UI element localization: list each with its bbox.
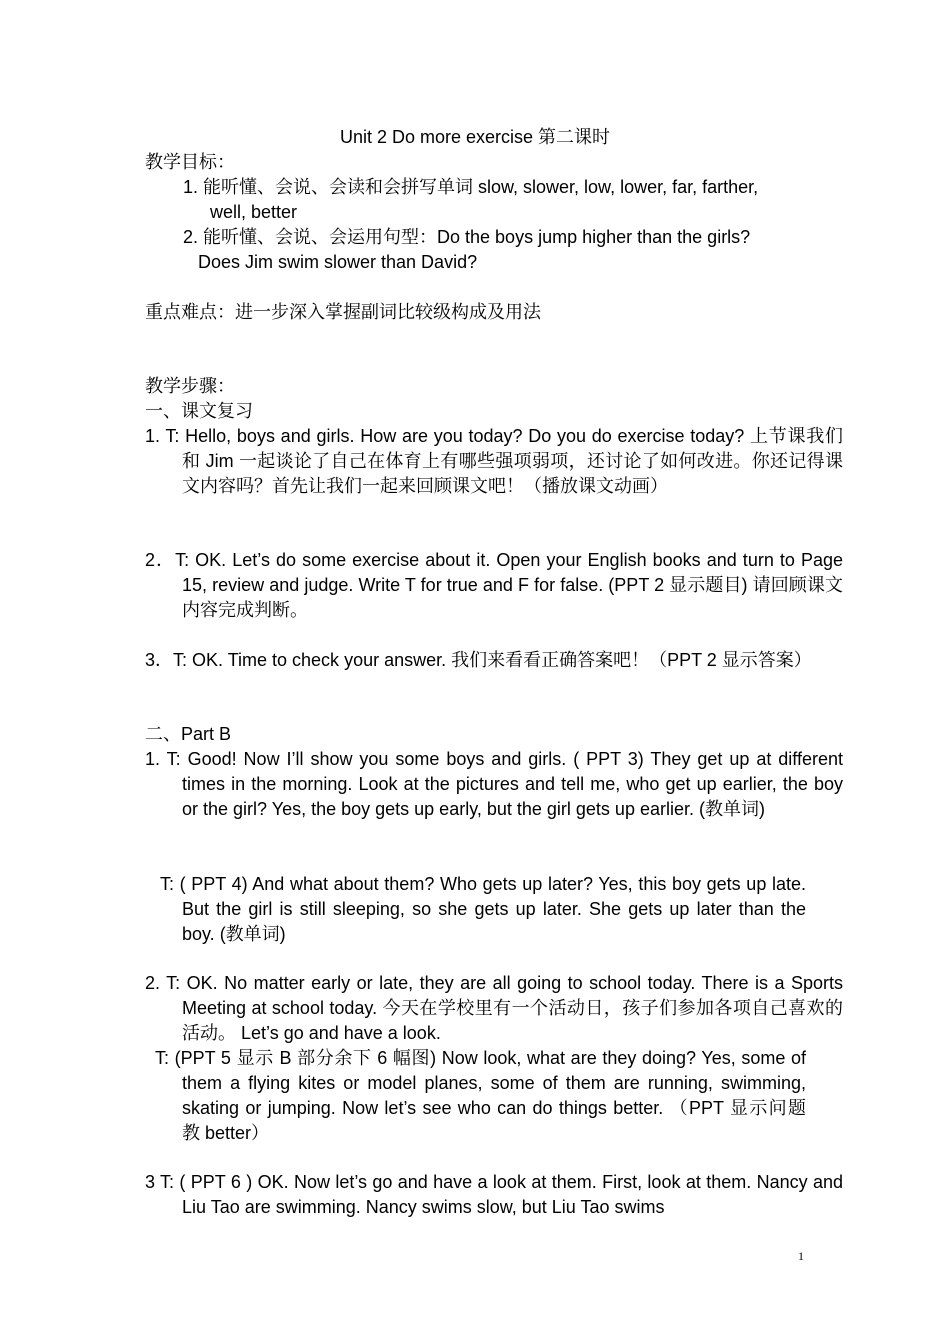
document-title: Unit 2 Do more exercise 第二课时 bbox=[339, 127, 611, 147]
section-2-paragraph-1: 1. T: Good! Now I’ll show you some boys and girls. ( PPT 3) They get up at different times in the morning. Look at the pictures and tell me, who get up earlier, the boy or the girl? Yes, the boy gets up early, but the girl gets up earlier. (教单词) bbox=[145, 749, 843, 819]
objective-1-line-2: well, better bbox=[210, 202, 298, 222]
section-2-paragraph-3: 2. T: OK. No matter early or late, they are all going to school today. There is a Sports Meeting at school today. 今天在学校里有一个活动日，孩子们参加各项自己喜欢的活动。 Let’s go and have a look. bbox=[145, 973, 843, 1043]
section-2-paragraph-5: 3 T: ( PPT 6 ) OK. Now let’s go and have a look at them. First, look at them. Nancy and Liu Tao are swimming. Nancy swims slow, but Liu Tao swims bbox=[145, 1172, 843, 1217]
objective-2-line-2: Does Jim swim slower than David? bbox=[198, 252, 478, 272]
section-1-paragraph-1: 1. T: Hello, boys and girls. How are you today? Do you do exercise today? 上节课我们和 Jim 一起谈论了自己在体育上有哪些强项弱项，还讨论了如何改进。你还记得课文内容吗？首先让我们一起来回顾课文吧！（播放课文动画） bbox=[145, 426, 843, 496]
objective-1-line-1: 1. 能听懂、会说、会读和会拼写单词 slow, slower, low, lower, far, farther, bbox=[183, 177, 759, 197]
key-points: 重点难点：进一步深入掌握副词比较级构成及用法 bbox=[145, 302, 541, 322]
section-2-paragraph-4: T: (PPT 5 显示 B 部分余下 6 幅图) Now look, what are they doing? Yes, some of them a flying kites or model planes, some of them are running, swimming, skating or jumping. Now let’s see who can do things better. （PPT 显示问题 教 better） bbox=[155, 1048, 806, 1143]
page-number: 1 bbox=[798, 1249, 804, 1263]
section-2-paragraph-2: T: ( PPT 4) And what about them? Who gets up later? Yes, this boy gets up late. But the girl is still sleeping, so she gets up later. She gets up later than the boy. (教单词) bbox=[160, 874, 806, 944]
section-1-heading: 一、课文复习 bbox=[145, 401, 253, 421]
objectives-heading: 教学目标： bbox=[145, 152, 235, 172]
steps-heading: 教学步骤： bbox=[145, 376, 235, 396]
objective-2-line-1: 2. 能听懂、会说、会运用句型：Do the boys jump higher than the girls? bbox=[183, 227, 751, 247]
section-1-paragraph-2: 2．T: OK. Let’s do some exercise about it. Open your English books and turn to Page 15, review and judge. Write T for true and F for false. (PPT 2 显示题目) 请回顾课文内容完成判断。 bbox=[145, 550, 843, 620]
section-2-heading: 二、Part B bbox=[145, 724, 232, 744]
section-1-paragraph-3: 3．T: OK. Time to check your answer. 我们来看看正确答案吧！（PPT 2 显示答案） bbox=[145, 650, 812, 670]
